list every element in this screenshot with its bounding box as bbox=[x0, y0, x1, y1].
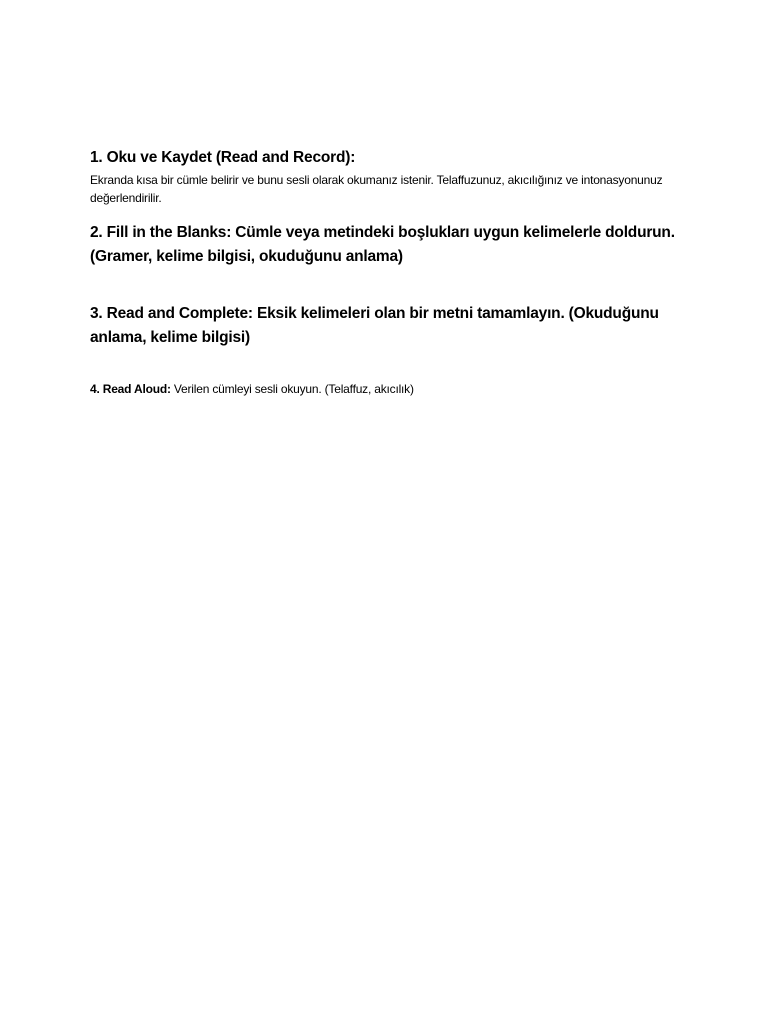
item-4-description: Verilen cümleyi sesli okuyun. (Telaffuz, akıcılık) bbox=[170, 382, 414, 396]
item-1-heading: 1. Oku ve Kaydet (Read and Record): bbox=[90, 149, 356, 166]
item-fill-in-the-blanks bbox=[90, 221, 690, 269]
item-4-lead: 4. Read Aloud: bbox=[90, 382, 171, 396]
item-2-heading: 2. Fill in the Blanks: Cümle veya metindeki boşlukları uygun kelimelerle doldurun. (Gramer, kelime bilgisi, okuduğunu anlama) bbox=[90, 224, 675, 265]
item-read-and-record bbox=[90, 148, 690, 207]
document-content bbox=[90, 148, 690, 410]
item-3-heading: 3. Read and Complete: Eksik kelimeleri olan bir metni tamamlayın. (Okuduğunu anlama, kelime bilgisi) bbox=[90, 305, 659, 346]
item-read-aloud bbox=[90, 380, 690, 398]
item-read-and-complete bbox=[90, 302, 690, 350]
item-1-description: Ekranda kısa bir cümle belirir ve bunu sesli olarak okumanız istenir. Telaffuzunuz, akıcılığınız ve intonasyonunuz değerlendirilir. bbox=[90, 173, 663, 205]
